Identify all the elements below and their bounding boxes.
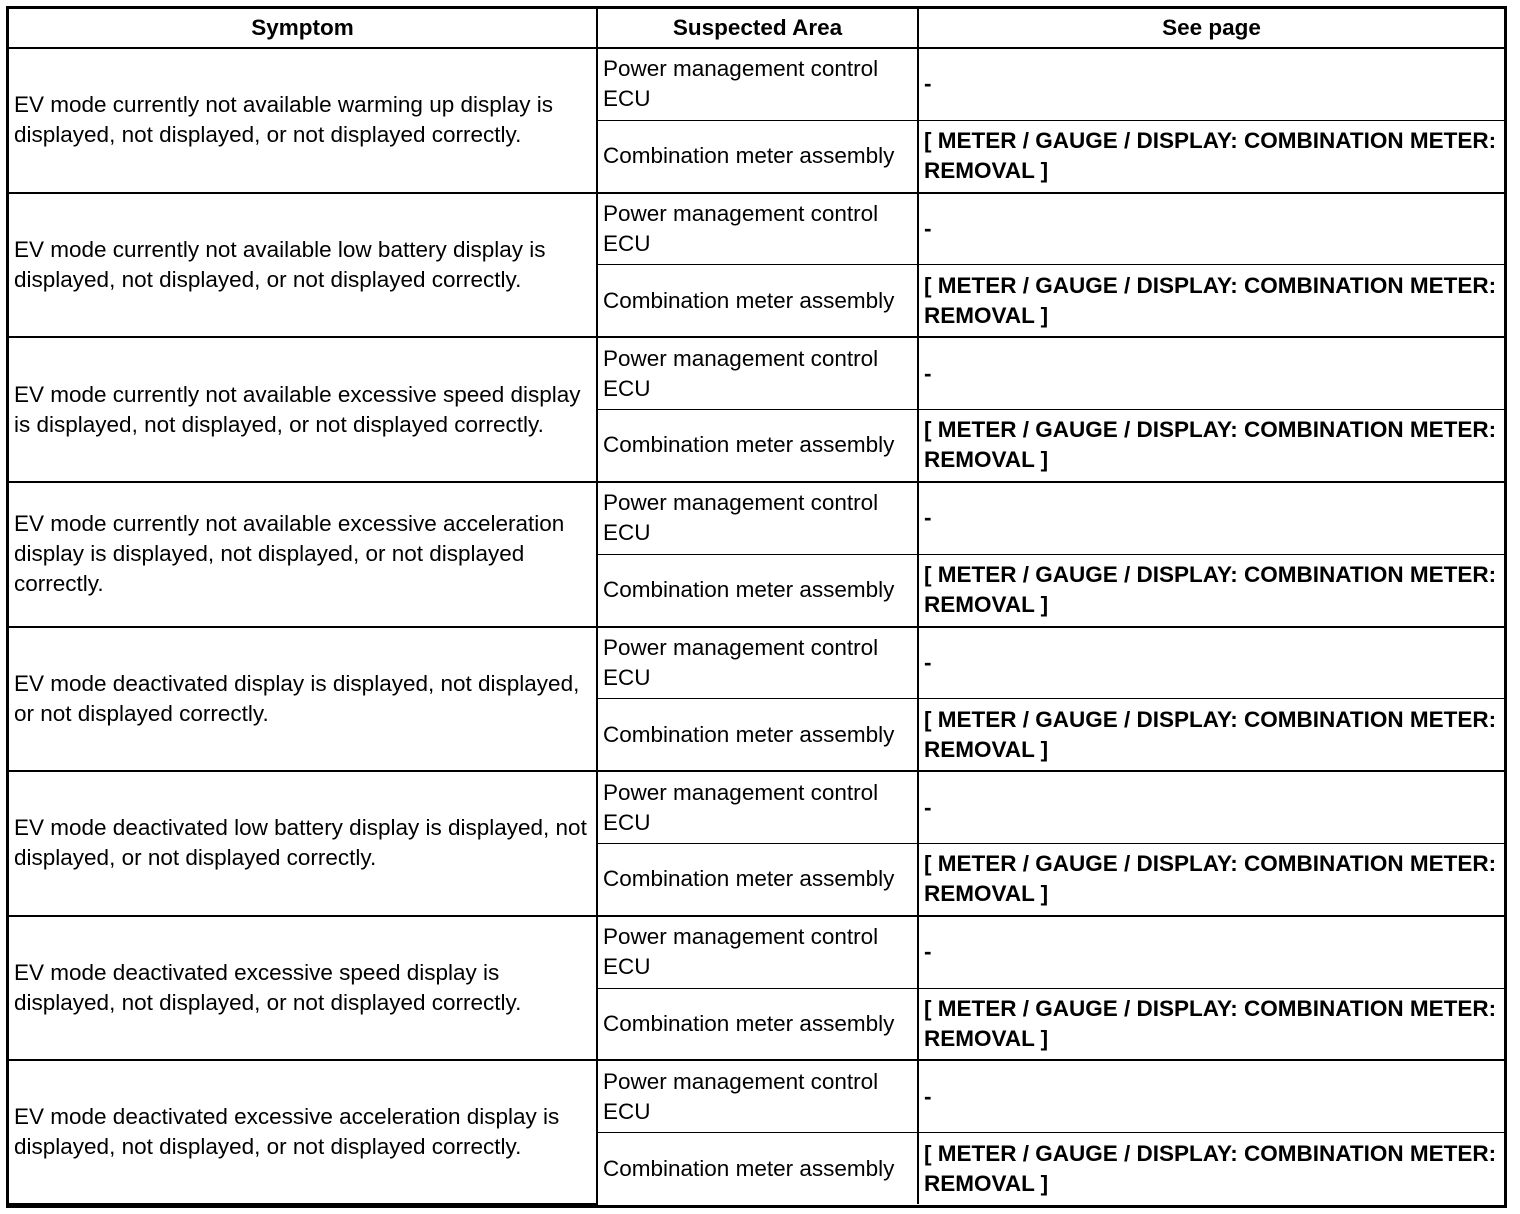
suspected-area-cell: Power management control ECU [597,771,918,843]
symptom-cell: EV mode deactivated excessive speed display is displayed, not displayed, or not displayed correctly. [9,916,597,1061]
suspected-area-cell: Power management control ECU [597,916,918,988]
see-page-link[interactable]: [ METER / GAUGE / DISPLAY: COMBINATION METER: REMOVAL ] [918,120,1504,192]
header-symptom: Symptom [9,9,597,48]
table-header-row [9,9,1504,48]
suspected-area-cell: Combination meter assembly [597,554,918,626]
symptom-cell: EV mode deactivated excessive acceleration display is displayed, not displayed, or not displayed correctly. [9,1060,597,1204]
suspected-area-cell: Combination meter assembly [597,265,918,337]
suspected-area-cell: Power management control ECU [597,193,918,265]
see-page-cell: - [918,482,1504,554]
see-page-link[interactable]: [ METER / GAUGE / DISPLAY: COMBINATION METER: REMOVAL ] [918,988,1504,1060]
table-row [9,48,1504,120]
symptom-cell: EV mode deactivated low battery display is displayed, not displayed, or not displayed correctly. [9,771,597,916]
see-page-link[interactable]: [ METER / GAUGE / DISPLAY: COMBINATION METER: REMOVAL ] [918,554,1504,626]
table-row [9,916,1504,988]
symptom-cell: EV mode deactivated display is displayed, not displayed, or not displayed correctly. [9,627,597,772]
table-row [9,337,1504,409]
see-page-link[interactable]: [ METER / GAUGE / DISPLAY: COMBINATION METER: REMOVAL ] [918,843,1504,915]
suspected-area-cell: Combination meter assembly [597,410,918,482]
symptom-cell: EV mode currently not available low battery display is displayed, not displayed, or not displayed correctly. [9,193,597,338]
see-page-cell: - [918,771,1504,843]
see-page-link[interactable]: [ METER / GAUGE / DISPLAY: COMBINATION METER: REMOVAL ] [918,699,1504,771]
table-row [9,627,1504,699]
suspected-area-cell: Combination meter assembly [597,988,918,1060]
table-row [9,1060,1504,1132]
symptom-table [9,9,1504,1205]
header-suspected-area: Suspected Area [597,9,918,48]
see-page-cell: - [918,193,1504,265]
see-page-link[interactable]: [ METER / GAUGE / DISPLAY: COMBINATION METER: REMOVAL ] [918,1133,1504,1204]
table-body [9,48,1504,1204]
suspected-area-cell: Power management control ECU [597,1060,918,1132]
suspected-area-cell: Combination meter assembly [597,1133,918,1204]
see-page-cell: - [918,1060,1504,1132]
suspected-area-cell: Combination meter assembly [597,120,918,192]
see-page-link[interactable]: [ METER / GAUGE / DISPLAY: COMBINATION METER: REMOVAL ] [918,265,1504,337]
suspected-area-cell: Combination meter assembly [597,699,918,771]
suspected-area-cell: Power management control ECU [597,482,918,554]
symptom-cell: EV mode currently not available excessive speed display is displayed, not displayed, or not displayed correctly. [9,337,597,482]
symptom-cell: EV mode currently not available warming up display is displayed, not displayed, or not displayed correctly. [9,48,597,193]
table-row [9,482,1504,554]
suspected-area-cell: Power management control ECU [597,48,918,120]
table-row [9,193,1504,265]
suspected-area-cell: Power management control ECU [597,627,918,699]
see-page-cell: - [918,627,1504,699]
suspected-area-cell: Power management control ECU [597,337,918,409]
see-page-link[interactable]: [ METER / GAUGE / DISPLAY: COMBINATION METER: REMOVAL ] [918,410,1504,482]
table-row [9,771,1504,843]
troubleshooting-table-frame [6,6,1507,1208]
see-page-cell: - [918,337,1504,409]
header-see-page: See page [918,9,1504,48]
see-page-cell: - [918,916,1504,988]
see-page-cell: - [918,48,1504,120]
suspected-area-cell: Combination meter assembly [597,843,918,915]
symptom-cell: EV mode currently not available excessive acceleration display is displayed, not displayed, or not displayed correctly. [9,482,597,627]
